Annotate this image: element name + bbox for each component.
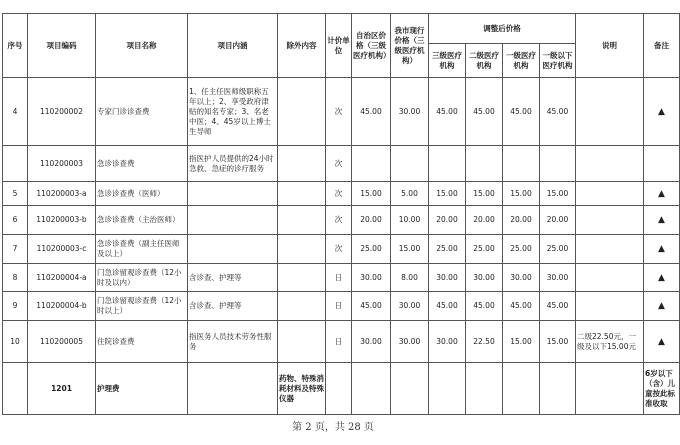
header-adjusted: 调整后价格 (429, 14, 576, 44)
cell-note (576, 363, 644, 415)
cell-city-price (391, 146, 429, 182)
header-unit: 计价单位 (326, 14, 352, 78)
cell-code: 1201 (28, 363, 96, 415)
header-note: 说明 (576, 14, 644, 78)
cell-content (188, 206, 278, 235)
page-footer: 第 2 页，共 28 页 (292, 422, 374, 433)
cell-code: 110200003-a (28, 182, 96, 206)
cell-note: 二级22.50元，一级及以下15.00元 (576, 321, 644, 363)
cell-seq: 9 (3, 292, 28, 321)
cell-unit: 次 (326, 78, 352, 146)
cell-name: 急诊诊查费（主治医师） (96, 206, 188, 235)
cell-note (576, 235, 644, 264)
cell-content: 指医护人员提供的24小时急救、急症的诊疗服务 (188, 146, 278, 182)
cell-region-price: 30.00 (352, 321, 391, 363)
cell-below1: 45.00 (540, 78, 576, 146)
table-row (3, 206, 680, 235)
cell-region-price: 25.00 (352, 235, 391, 264)
cell-region-price (352, 363, 391, 415)
cell-code: 110200005 (28, 321, 96, 363)
cell-code: 110200004-a (28, 264, 96, 292)
cell-level3: 25.00 (429, 235, 466, 264)
cell-city-price (391, 363, 429, 415)
cell-remark: ▲ (644, 182, 680, 206)
header-content: 项目内涵 (188, 14, 278, 78)
cell-level2: 45.00 (466, 292, 503, 321)
cell-seq: 6 (3, 206, 28, 235)
cell-below1: 30.00 (540, 264, 576, 292)
cell-code: 110200004-b (28, 292, 96, 321)
cell-level1 (503, 146, 540, 182)
cell-below1: 20.00 (540, 206, 576, 235)
cell-remark: ▲ (644, 321, 680, 363)
table-row (3, 363, 680, 415)
cell-level3 (429, 363, 466, 415)
cell-remark: ▲ (644, 292, 680, 321)
cell-code: 110200003-b (28, 206, 96, 235)
cell-unit: 次 (326, 206, 352, 235)
cell-below1: 15.00 (540, 321, 576, 363)
header-level3: 三级医疗机构 (429, 44, 466, 78)
cell-name: 急诊诊查费（医师） (96, 182, 188, 206)
header-region-price: 自治区价格（三级医疗机构） (352, 14, 391, 78)
cell-exclude: 药物、特殊消耗材料及特殊仪器 (278, 363, 326, 415)
cell-unit: 日 (326, 264, 352, 292)
header-level2: 二级医疗机构 (466, 44, 503, 78)
cell-seq: 5 (3, 182, 28, 206)
cell-level1: 15.00 (503, 182, 540, 206)
table-row (3, 292, 680, 321)
cell-remark (644, 146, 680, 182)
cell-level3: 45.00 (429, 78, 466, 146)
table-row (3, 78, 680, 146)
cell-level2: 45.00 (466, 78, 503, 146)
table-row (3, 182, 680, 206)
cell-content (188, 182, 278, 206)
cell-below1: 15.00 (540, 182, 576, 206)
cell-name: 门急诊留观诊查费（12小时以上） (96, 292, 188, 321)
header-name: 项目名称 (96, 14, 188, 78)
cell-note (576, 146, 644, 182)
cell-level1: 25.00 (503, 235, 540, 264)
cell-city-price: 15.00 (391, 235, 429, 264)
cell-exclude (278, 235, 326, 264)
cell-region-price: 45.00 (352, 78, 391, 146)
cell-level2 (466, 146, 503, 182)
cell-remark: ▲ (644, 235, 680, 264)
cell-remark: ▲ (644, 264, 680, 292)
table-row (3, 321, 680, 363)
cell-unit: 次 (326, 182, 352, 206)
cell-city-price: 8.00 (391, 264, 429, 292)
cell-exclude (278, 78, 326, 146)
cell-exclude (278, 146, 326, 182)
cell-level3: 30.00 (429, 321, 466, 363)
cell-level1: 45.00 (503, 78, 540, 146)
cell-level2: 20.00 (466, 206, 503, 235)
cell-seq: 8 (3, 264, 28, 292)
cell-content: 指医务人员技术劳务性服务 (188, 321, 278, 363)
cell-level3: 45.00 (429, 292, 466, 321)
cell-note (576, 264, 644, 292)
cell-exclude (278, 292, 326, 321)
cell-level3: 30.00 (429, 264, 466, 292)
cell-city-price: 30.00 (391, 321, 429, 363)
cell-level1: 30.00 (503, 264, 540, 292)
cell-level1: 20.00 (503, 206, 540, 235)
cell-below1 (540, 363, 576, 415)
cell-name: 专家门诊诊查费 (96, 78, 188, 146)
cell-unit: 次 (326, 146, 352, 182)
cell-region-price: 20.00 (352, 206, 391, 235)
header-level1: 一级医疗机构 (503, 44, 540, 78)
cell-region-price: 30.00 (352, 264, 391, 292)
cell-level1: 45.00 (503, 292, 540, 321)
cell-level2: 25.00 (466, 235, 503, 264)
header-exclude: 除外内容 (278, 14, 326, 78)
header-remark: 备注 (644, 14, 680, 78)
cell-unit (326, 363, 352, 415)
cell-code: 110200003-c (28, 235, 96, 264)
cell-content: 含诊查、护理等 (188, 264, 278, 292)
cell-name: 急诊诊查费 (96, 146, 188, 182)
table-row (3, 264, 680, 292)
cell-remark: ▲ (644, 206, 680, 235)
cell-unit: 日 (326, 321, 352, 363)
cell-note (576, 182, 644, 206)
cell-exclude (278, 264, 326, 292)
cell-city-price: 30.00 (391, 292, 429, 321)
cell-city-price: 10.00 (391, 206, 429, 235)
cell-content (188, 363, 278, 415)
cell-seq (3, 363, 28, 415)
cell-remark: 6岁以下（含）儿童按此标准收取 (644, 363, 680, 415)
cell-level3 (429, 146, 466, 182)
cell-seq: 10 (3, 321, 28, 363)
cell-name: 急诊诊查费（副主任医师及以上） (96, 235, 188, 264)
cell-content: 含诊查、护理等 (188, 292, 278, 321)
table-row (3, 146, 680, 182)
cell-level2: 22.50 (466, 321, 503, 363)
cell-name: 住院诊查费 (96, 321, 188, 363)
cell-level2: 30.00 (466, 264, 503, 292)
header-code: 项目编码 (28, 14, 96, 78)
cell-seq: 4 (3, 78, 28, 146)
cell-content (188, 235, 278, 264)
cell-below1: 45.00 (540, 292, 576, 321)
cell-region-price (352, 146, 391, 182)
cell-content: 1、任主任医师级职称五年以上；2、享受政府津贴的知名专家；3、名老中医；4、45岁以上博士生导师 (188, 78, 278, 146)
cell-level2 (466, 363, 503, 415)
cell-exclude (278, 182, 326, 206)
cell-remark: ▲ (644, 78, 680, 146)
header-city-price: 我市现行价格（三级医疗机构） (391, 14, 429, 78)
cell-level2: 15.00 (466, 182, 503, 206)
price-table (2, 13, 680, 415)
header-below1: 一级以下医疗机构 (540, 44, 576, 78)
cell-below1 (540, 146, 576, 182)
cell-exclude (278, 321, 326, 363)
cell-note (576, 78, 644, 146)
cell-note (576, 206, 644, 235)
cell-level3: 20.00 (429, 206, 466, 235)
cell-seq: 7 (3, 235, 28, 264)
header-seq: 序号 (3, 14, 28, 78)
cell-code: 110200002 (28, 78, 96, 146)
cell-seq (3, 146, 28, 182)
cell-city-price: 30.00 (391, 78, 429, 146)
table-row (3, 235, 680, 264)
cell-region-price: 15.00 (352, 182, 391, 206)
cell-code: 110200003 (28, 146, 96, 182)
cell-note (576, 292, 644, 321)
cell-level1: 15.00 (503, 321, 540, 363)
cell-name: 门急诊留观诊查费（12小时及以内） (96, 264, 188, 292)
cell-level1 (503, 363, 540, 415)
cell-city-price: 5.00 (391, 182, 429, 206)
cell-region-price: 45.00 (352, 292, 391, 321)
cell-name: 护理费 (96, 363, 188, 415)
cell-unit: 次 (326, 235, 352, 264)
cell-level3: 15.00 (429, 182, 466, 206)
cell-exclude (278, 206, 326, 235)
cell-below1: 25.00 (540, 235, 576, 264)
cell-unit: 日 (326, 292, 352, 321)
